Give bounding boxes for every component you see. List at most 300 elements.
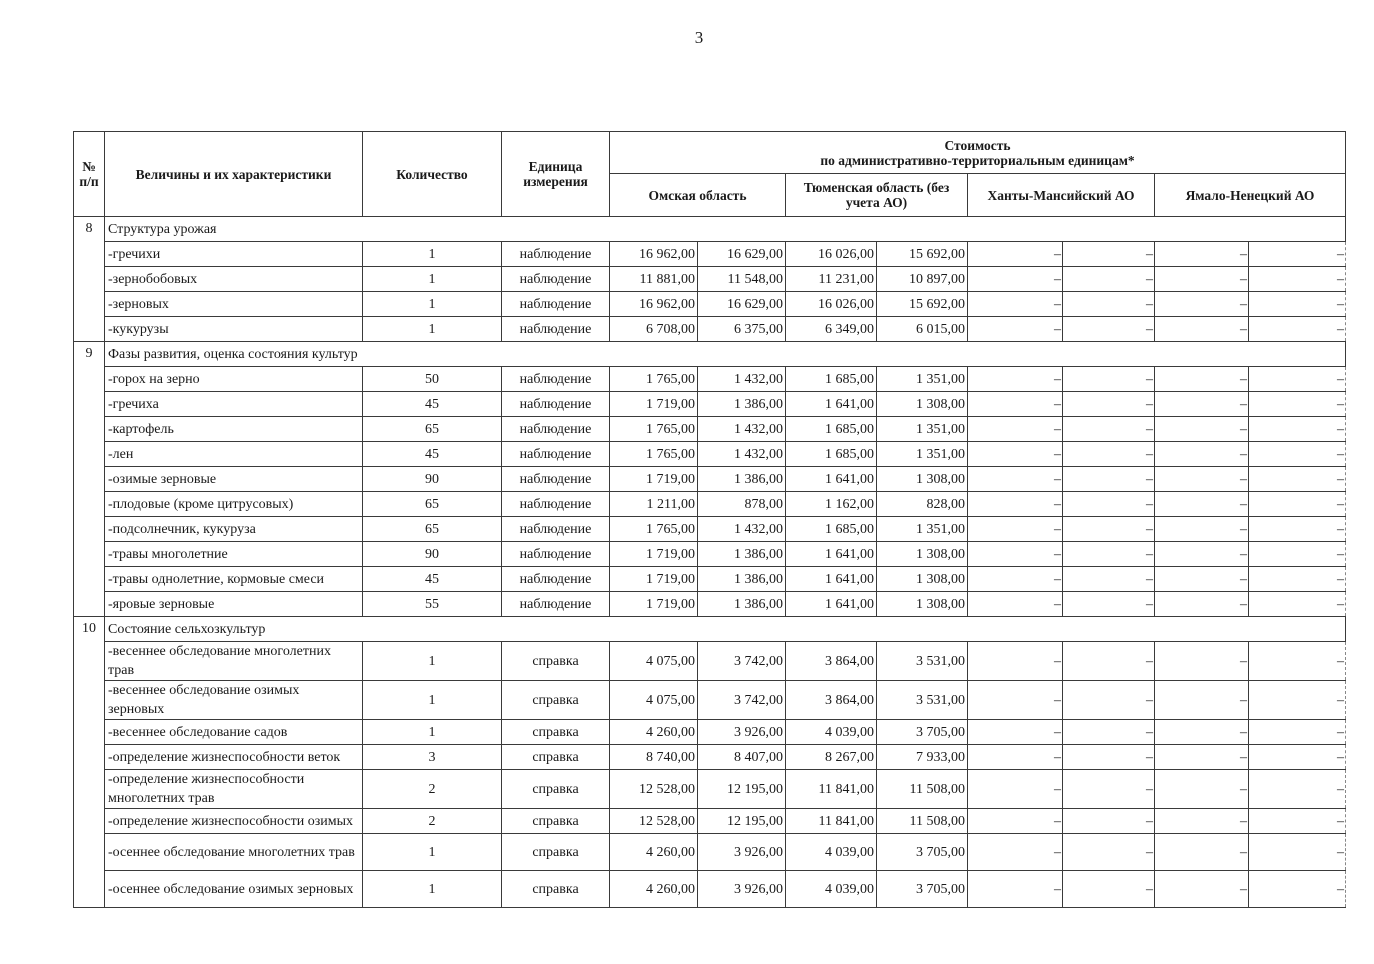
cost-value: 4 075,00 <box>610 681 698 720</box>
cost-empty-dash: – <box>968 242 1063 267</box>
cost-value: 15 692,00 <box>877 242 968 267</box>
cost-empty-dash: – <box>1155 871 1249 908</box>
cost-value: 1 685,00 <box>786 417 877 442</box>
item-name: -осеннее обследование многолетних трав <box>105 834 363 871</box>
np-cell <box>74 317 105 342</box>
item-name: -травы многолетние <box>105 542 363 567</box>
item-name: -зернобобовых <box>105 267 363 292</box>
table-row <box>74 392 1346 417</box>
cost-empty-dash: – <box>1249 417 1346 442</box>
cost-empty-dash: – <box>1155 720 1249 745</box>
header-cost <box>610 132 1346 174</box>
cost-empty-dash: – <box>1249 745 1346 770</box>
cost-empty-dash: – <box>1063 542 1155 567</box>
item-name: -яровые зерновые <box>105 592 363 617</box>
item-name: -подсолнечник, кукуруза <box>105 517 363 542</box>
table-row <box>74 642 1346 681</box>
cost-empty-dash: – <box>1063 642 1155 681</box>
np-cell <box>74 834 105 871</box>
cost-empty-dash: – <box>968 745 1063 770</box>
item-name: -определение жизнеспособности веток <box>105 745 363 770</box>
cost-empty-dash: – <box>1063 367 1155 392</box>
cost-value: 12 528,00 <box>610 770 698 809</box>
cost-empty-dash: – <box>1063 442 1155 467</box>
item-name: -весеннее обследование садов <box>105 720 363 745</box>
table-row <box>74 442 1346 467</box>
cost-empty-dash: – <box>968 642 1063 681</box>
item-unit: справка <box>502 720 610 745</box>
np-cell <box>74 492 105 517</box>
cost-empty-dash: – <box>1249 267 1346 292</box>
cost-value: 3 864,00 <box>786 642 877 681</box>
item-name: -картофель <box>105 417 363 442</box>
cost-empty-dash: – <box>1063 745 1155 770</box>
item-name: -кукурузы <box>105 317 363 342</box>
table-row <box>74 834 1346 871</box>
cost-empty-dash: – <box>1155 267 1249 292</box>
item-unit: справка <box>502 871 610 908</box>
cost-empty-dash: – <box>1063 317 1155 342</box>
item-unit: наблюдение <box>502 242 610 267</box>
cost-value: 3 705,00 <box>877 871 968 908</box>
item-name: -травы однолетние, кормовые смеси <box>105 567 363 592</box>
cost-value: 16 962,00 <box>610 292 698 317</box>
cost-value: 1 432,00 <box>698 367 786 392</box>
item-unit: справка <box>502 681 610 720</box>
cost-value: 16 962,00 <box>610 242 698 267</box>
cost-empty-dash: – <box>1155 542 1249 567</box>
cost-empty-dash: – <box>1155 392 1249 417</box>
cost-empty-dash: – <box>1249 642 1346 681</box>
cost-value: 16 629,00 <box>698 242 786 267</box>
cost-empty-dash: – <box>1155 834 1249 871</box>
cost-value: 1 685,00 <box>786 517 877 542</box>
item-quantity: 1 <box>363 292 502 317</box>
item-quantity: 3 <box>363 745 502 770</box>
cost-empty-dash: – <box>1249 467 1346 492</box>
item-quantity: 1 <box>363 267 502 292</box>
table-row <box>74 871 1346 908</box>
cost-value: 16 629,00 <box>698 292 786 317</box>
cost-value: 3 705,00 <box>877 834 968 871</box>
item-name: -горох на зерно <box>105 367 363 392</box>
table-row <box>74 681 1346 720</box>
cost-value: 7 933,00 <box>877 745 968 770</box>
table-row <box>74 292 1346 317</box>
cost-empty-dash: – <box>1063 417 1155 442</box>
np-cell <box>74 442 105 467</box>
cost-value: 1 432,00 <box>698 517 786 542</box>
section-number: 9 <box>74 342 105 367</box>
table-row <box>74 467 1346 492</box>
cost-empty-dash: – <box>1249 317 1346 342</box>
table-row <box>74 567 1346 592</box>
cost-value: 1 432,00 <box>698 442 786 467</box>
cost-value: 11 841,00 <box>786 770 877 809</box>
cost-empty-dash: – <box>1155 517 1249 542</box>
header-tyumen: Тюменская область (без учета АО) <box>786 174 968 217</box>
cost-value: 1 386,00 <box>698 567 786 592</box>
cost-value: 1 432,00 <box>698 417 786 442</box>
cost-empty-dash: – <box>1249 242 1346 267</box>
header-cost-title: Стоимость <box>944 137 1011 153</box>
item-quantity: 65 <box>363 417 502 442</box>
np-cell <box>74 871 105 908</box>
item-unit: наблюдение <box>502 492 610 517</box>
cost-empty-dash: – <box>968 292 1063 317</box>
cost-value: 828,00 <box>877 492 968 517</box>
np-cell <box>74 292 105 317</box>
item-quantity: 2 <box>363 770 502 809</box>
table-row <box>74 770 1346 809</box>
cost-empty-dash: – <box>1249 517 1346 542</box>
item-quantity: 1 <box>363 642 502 681</box>
cost-value: 1 351,00 <box>877 517 968 542</box>
cost-value: 1 386,00 <box>698 542 786 567</box>
item-quantity: 1 <box>363 242 502 267</box>
cost-empty-dash: – <box>1063 242 1155 267</box>
table-row <box>74 417 1346 442</box>
cost-empty-dash: – <box>1249 871 1346 908</box>
header-cost-subtitle: по административно-территориальным единицам* <box>820 152 1135 168</box>
item-unit: наблюдение <box>502 267 610 292</box>
table-row <box>74 809 1346 834</box>
cost-value: 3 926,00 <box>698 720 786 745</box>
cost-empty-dash: – <box>1063 267 1155 292</box>
item-quantity: 55 <box>363 592 502 617</box>
cost-value: 1 765,00 <box>610 442 698 467</box>
cost-empty-dash: – <box>1063 517 1155 542</box>
cost-empty-dash: – <box>968 567 1063 592</box>
item-quantity: 50 <box>363 367 502 392</box>
cost-value: 11 881,00 <box>610 267 698 292</box>
item-quantity: 1 <box>363 317 502 342</box>
cost-empty-dash: – <box>1155 592 1249 617</box>
cost-value: 15 692,00 <box>877 292 968 317</box>
np-cell <box>74 517 105 542</box>
cost-empty-dash: – <box>968 720 1063 745</box>
section-number: 8 <box>74 217 105 242</box>
cost-value: 12 195,00 <box>698 770 786 809</box>
cost-empty-dash: – <box>1155 467 1249 492</box>
section-title: Состояние сельхозкультур <box>105 617 1346 642</box>
cost-value: 3 926,00 <box>698 871 786 908</box>
cost-empty-dash: – <box>968 492 1063 517</box>
item-unit: справка <box>502 809 610 834</box>
cost-empty-dash: – <box>968 592 1063 617</box>
table-row <box>74 492 1346 517</box>
cost-value: 4 260,00 <box>610 720 698 745</box>
np-cell <box>74 809 105 834</box>
cost-empty-dash: – <box>1155 242 1249 267</box>
cost-value: 3 531,00 <box>877 642 968 681</box>
table-row <box>74 542 1346 567</box>
cost-empty-dash: – <box>1063 834 1155 871</box>
np-cell <box>74 567 105 592</box>
item-name: -гречиха <box>105 392 363 417</box>
cost-empty-dash: – <box>1063 592 1155 617</box>
cost-value: 6 708,00 <box>610 317 698 342</box>
cost-empty-dash: – <box>1063 720 1155 745</box>
cost-empty-dash: – <box>968 542 1063 567</box>
cost-empty-dash: – <box>1063 567 1155 592</box>
cost-value: 11 508,00 <box>877 809 968 834</box>
cost-value: 3 742,00 <box>698 642 786 681</box>
cost-value: 1 641,00 <box>786 592 877 617</box>
cost-empty-dash: – <box>968 809 1063 834</box>
table-row <box>74 720 1346 745</box>
header-qty: Количество <box>363 132 502 217</box>
cost-empty-dash: – <box>1155 681 1249 720</box>
cost-empty-dash: – <box>1249 770 1346 809</box>
item-quantity: 65 <box>363 517 502 542</box>
item-name: -весеннее обследование многолетних трав <box>105 642 363 681</box>
cost-empty-dash: – <box>1063 809 1155 834</box>
item-quantity: 1 <box>363 871 502 908</box>
cost-empty-dash: – <box>1155 317 1249 342</box>
cost-empty-dash: – <box>1249 542 1346 567</box>
cost-empty-dash: – <box>1063 770 1155 809</box>
item-unit: наблюдение <box>502 442 610 467</box>
item-unit: наблюдение <box>502 592 610 617</box>
cost-empty-dash: – <box>1063 467 1155 492</box>
np-cell <box>74 642 105 681</box>
item-quantity: 90 <box>363 467 502 492</box>
item-name: -определение жизнеспособности озимых <box>105 809 363 834</box>
cost-value: 3 742,00 <box>698 681 786 720</box>
item-unit: наблюдение <box>502 542 610 567</box>
cost-empty-dash: – <box>1063 392 1155 417</box>
cost-value: 8 740,00 <box>610 745 698 770</box>
cost-value: 1 308,00 <box>877 542 968 567</box>
cost-empty-dash: – <box>1063 681 1155 720</box>
cost-empty-dash: – <box>968 417 1063 442</box>
cost-value: 1 765,00 <box>610 417 698 442</box>
item-name: -зерновых <box>105 292 363 317</box>
cost-empty-dash: – <box>1249 720 1346 745</box>
item-unit: наблюдение <box>502 367 610 392</box>
cost-empty-dash: – <box>1249 592 1346 617</box>
cost-value: 8 407,00 <box>698 745 786 770</box>
cost-empty-dash: – <box>1063 292 1155 317</box>
table-row <box>74 267 1346 292</box>
cost-value: 4 039,00 <box>786 871 877 908</box>
cost-empty-dash: – <box>1249 292 1346 317</box>
cost-value: 1 719,00 <box>610 392 698 417</box>
np-cell <box>74 267 105 292</box>
section-title: Структура урожая <box>105 217 1346 242</box>
cost-value: 1 211,00 <box>610 492 698 517</box>
cost-empty-dash: – <box>1155 809 1249 834</box>
item-unit: наблюдение <box>502 567 610 592</box>
cost-value: 1 719,00 <box>610 542 698 567</box>
cost-empty-dash: – <box>1155 745 1249 770</box>
table-row <box>74 745 1346 770</box>
item-unit: наблюдение <box>502 392 610 417</box>
cost-value: 4 039,00 <box>786 720 877 745</box>
cost-empty-dash: – <box>968 442 1063 467</box>
cost-value: 16 026,00 <box>786 242 877 267</box>
item-unit: справка <box>502 642 610 681</box>
item-name: -весеннее обследование озимых зерновых <box>105 681 363 720</box>
cost-value: 1 308,00 <box>877 467 968 492</box>
cost-value: 4 260,00 <box>610 871 698 908</box>
cost-value: 1 765,00 <box>610 367 698 392</box>
cost-value: 1 641,00 <box>786 467 877 492</box>
section-row <box>74 342 1346 367</box>
item-quantity: 45 <box>363 567 502 592</box>
table-row <box>74 242 1346 267</box>
np-cell <box>74 681 105 720</box>
item-unit: наблюдение <box>502 417 610 442</box>
cost-empty-dash: – <box>1249 492 1346 517</box>
np-cell <box>74 745 105 770</box>
item-quantity: 45 <box>363 392 502 417</box>
cost-value: 11 548,00 <box>698 267 786 292</box>
cost-value: 10 897,00 <box>877 267 968 292</box>
cost-value: 1 351,00 <box>877 417 968 442</box>
page-number: 3 <box>694 28 704 47</box>
item-quantity: 65 <box>363 492 502 517</box>
cost-value: 1 308,00 <box>877 567 968 592</box>
np-cell <box>74 542 105 567</box>
cost-value: 1 685,00 <box>786 442 877 467</box>
np-cell <box>74 770 105 809</box>
np-cell <box>74 720 105 745</box>
cost-value: 1 308,00 <box>877 392 968 417</box>
cost-empty-dash: – <box>1249 367 1346 392</box>
item-name: -гречихи <box>105 242 363 267</box>
header-hmao: Ханты-Мансийский АО <box>968 174 1155 217</box>
cost-empty-dash: – <box>968 871 1063 908</box>
cost-empty-dash: – <box>1155 492 1249 517</box>
cost-value: 1 719,00 <box>610 592 698 617</box>
cost-empty-dash: – <box>1063 871 1155 908</box>
np-cell <box>74 242 105 267</box>
cost-value: 1 351,00 <box>877 442 968 467</box>
item-unit: наблюдение <box>502 467 610 492</box>
cost-value: 1 641,00 <box>786 542 877 567</box>
item-quantity: 1 <box>363 834 502 871</box>
cost-empty-dash: – <box>968 834 1063 871</box>
item-unit: наблюдение <box>502 517 610 542</box>
cost-value: 6 349,00 <box>786 317 877 342</box>
header-unit: Единица измерения <box>502 132 610 217</box>
cost-empty-dash: – <box>1155 770 1249 809</box>
cost-value: 1 765,00 <box>610 517 698 542</box>
header-np: № п/п <box>74 132 105 217</box>
cost-empty-dash: – <box>968 392 1063 417</box>
cost-value: 1 719,00 <box>610 567 698 592</box>
cost-empty-dash: – <box>968 317 1063 342</box>
cost-value: 3 864,00 <box>786 681 877 720</box>
cost-value: 1 641,00 <box>786 392 877 417</box>
table-row <box>74 592 1346 617</box>
cost-empty-dash: – <box>968 681 1063 720</box>
np-cell <box>74 392 105 417</box>
item-unit: наблюдение <box>502 317 610 342</box>
cost-empty-dash: – <box>968 367 1063 392</box>
header-ynao: Ямало-Ненецкий АО <box>1155 174 1346 217</box>
cost-value: 12 195,00 <box>698 809 786 834</box>
item-quantity: 90 <box>363 542 502 567</box>
np-cell <box>74 467 105 492</box>
cost-value: 1 308,00 <box>877 592 968 617</box>
section-title: Фазы развития, оценка состояния культур <box>105 342 1346 367</box>
item-unit: справка <box>502 770 610 809</box>
cost-empty-dash: – <box>1249 809 1346 834</box>
section-row <box>74 617 1346 642</box>
cost-empty-dash: – <box>1249 392 1346 417</box>
cost-value: 4 039,00 <box>786 834 877 871</box>
table-body <box>74 217 1346 908</box>
cost-value: 11 841,00 <box>786 809 877 834</box>
cost-value: 3 926,00 <box>698 834 786 871</box>
item-unit: наблюдение <box>502 292 610 317</box>
cost-value: 1 351,00 <box>877 367 968 392</box>
cost-empty-dash: – <box>1249 834 1346 871</box>
cost-value: 12 528,00 <box>610 809 698 834</box>
cost-value: 6 015,00 <box>877 317 968 342</box>
cost-value: 1 162,00 <box>786 492 877 517</box>
item-name: -лен <box>105 442 363 467</box>
cost-value: 1 641,00 <box>786 567 877 592</box>
cost-empty-dash: – <box>1249 442 1346 467</box>
cost-empty-dash: – <box>1249 681 1346 720</box>
cost-empty-dash: – <box>968 467 1063 492</box>
cost-value: 1 386,00 <box>698 392 786 417</box>
cost-value: 6 375,00 <box>698 317 786 342</box>
cost-value: 1 386,00 <box>698 592 786 617</box>
item-quantity: 1 <box>363 720 502 745</box>
cost-value: 11 231,00 <box>786 267 877 292</box>
cost-empty-dash: – <box>1155 442 1249 467</box>
cost-value: 3 705,00 <box>877 720 968 745</box>
table-row <box>74 367 1346 392</box>
cost-empty-dash: – <box>1155 292 1249 317</box>
section-number: 10 <box>74 617 105 642</box>
table-row <box>74 317 1346 342</box>
cost-empty-dash: – <box>968 770 1063 809</box>
item-name: -плодовые (кроме цитрусовых) <box>105 492 363 517</box>
table-row <box>74 517 1346 542</box>
cost-empty-dash: – <box>1155 367 1249 392</box>
item-unit: справка <box>502 745 610 770</box>
cost-value: 3 531,00 <box>877 681 968 720</box>
cost-value: 11 508,00 <box>877 770 968 809</box>
item-quantity: 1 <box>363 681 502 720</box>
header-name: Величины и их характеристики <box>105 132 363 217</box>
np-cell <box>74 367 105 392</box>
cost-value: 4 075,00 <box>610 642 698 681</box>
cost-value: 1 386,00 <box>698 467 786 492</box>
cost-table <box>73 131 1346 908</box>
header-omsk: Омская область <box>610 174 786 217</box>
np-cell <box>74 592 105 617</box>
cost-value: 878,00 <box>698 492 786 517</box>
section-row <box>74 217 1346 242</box>
item-name: -озимые зерновые <box>105 467 363 492</box>
cost-empty-dash: – <box>1155 417 1249 442</box>
cost-value: 1 719,00 <box>610 467 698 492</box>
cost-value: 1 685,00 <box>786 367 877 392</box>
item-name: -определение жизнеспособности многолетних трав <box>105 770 363 809</box>
item-quantity: 45 <box>363 442 502 467</box>
cost-empty-dash: – <box>1155 642 1249 681</box>
np-cell <box>74 417 105 442</box>
cost-empty-dash: – <box>1155 567 1249 592</box>
item-quantity: 2 <box>363 809 502 834</box>
